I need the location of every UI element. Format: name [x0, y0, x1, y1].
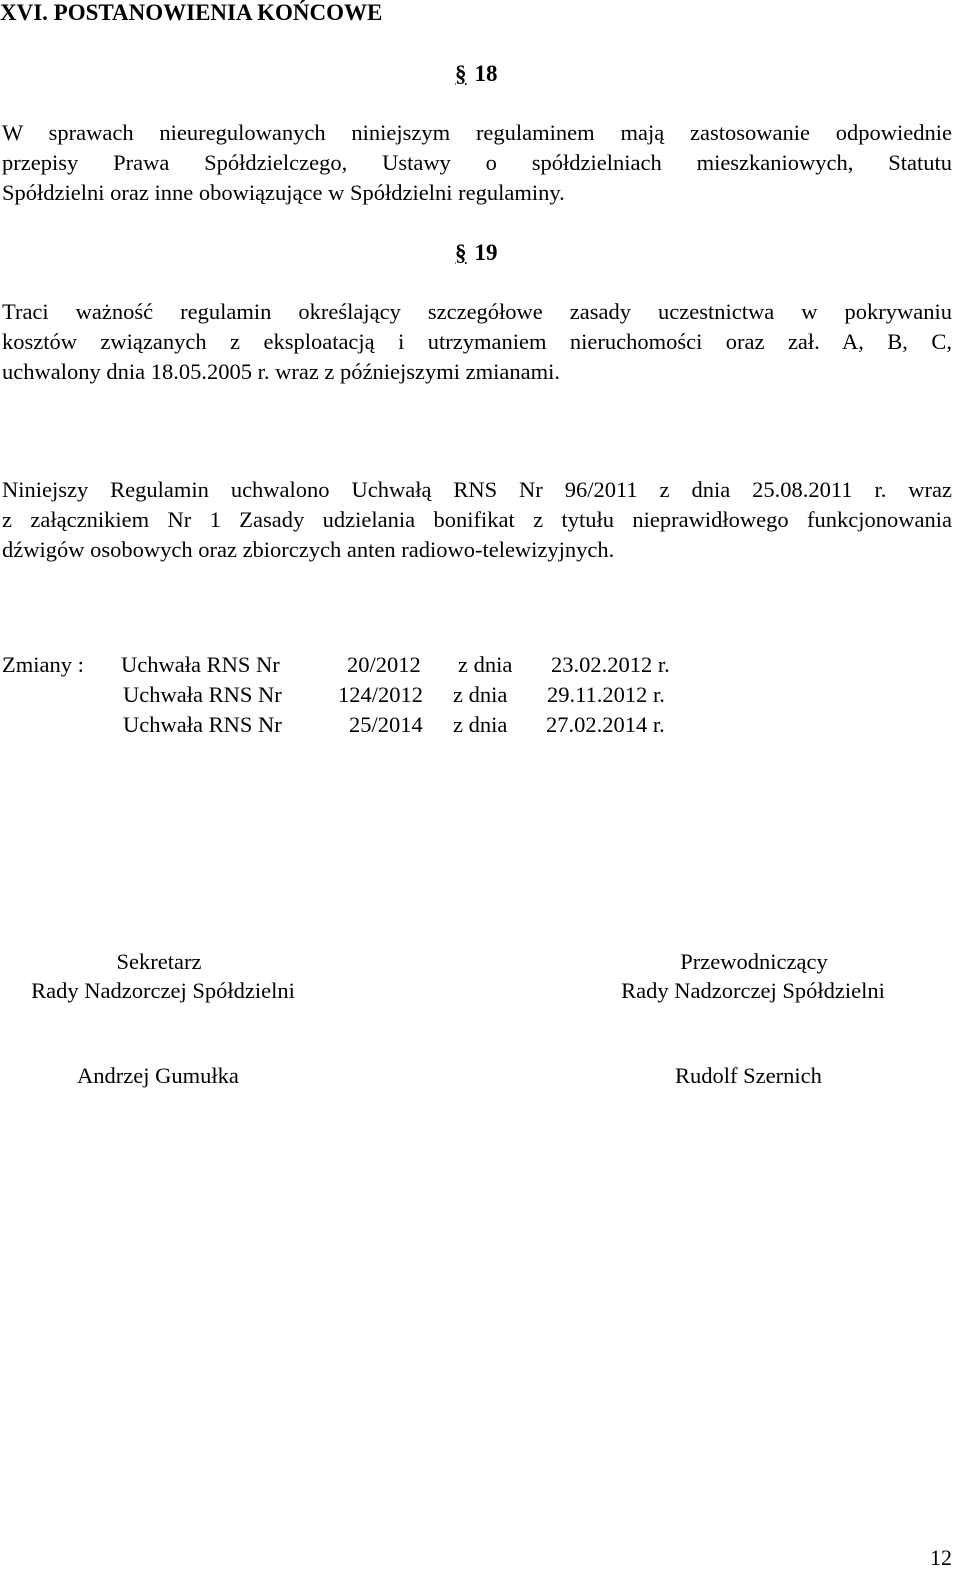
signature-right-body: Rady Nadzorczej Spółdzielni	[621, 978, 885, 1003]
paragraph-line: Niniejszy Regulamin uchwalono Uchwałą RNS Nr 96/2011 z dnia 25.08.2011 r. wraz	[2, 477, 952, 502]
amendment-date-label: z dnia	[453, 712, 508, 737]
signature-right-title: Przewodniczący	[680, 949, 828, 974]
section-18-heading	[455, 61, 498, 87]
amendment-number: 20/2012	[347, 652, 421, 677]
amendments-label: Zmiany :	[2, 652, 84, 677]
signature-right-name: Rudolf Szernich	[675, 1063, 822, 1088]
paragraph-line: Traci ważność regulamin określający szczegółowe zasady uczestnictwa w pokrywaniu	[2, 299, 952, 324]
signature-left-body: Rady Nadzorczej Spółdzielni	[31, 978, 295, 1003]
paragraph-line: uchwalony dnia 18.05.2005 r. wraz z późniejszymi zmianami.	[2, 359, 560, 384]
paragraph-line: dźwigów osobowych oraz zbiorczych anten radiowo-telewizyjnych.	[2, 537, 615, 562]
page-number: 12	[930, 1545, 952, 1570]
paragraph-line: Spółdzielni oraz inne obowiązujące w Spółdzielni regulaminy.	[2, 180, 565, 205]
amendment-act: Uchwała RNS Nr	[123, 712, 282, 737]
section-number: 18	[474, 61, 498, 86]
section-symbol: §	[455, 61, 467, 86]
chapter-heading: XVI. POSTANOWIENIA KOŃCOWE	[0, 0, 383, 25]
paragraph-line: W sprawach nieuregulowanych niniejszym regulaminem mają zastosowanie odpowiednie	[2, 120, 952, 145]
amendment-date: 27.02.2014 r.	[546, 712, 665, 737]
amendment-row	[0, 682, 960, 712]
amendment-act: Uchwała RNS Nr	[123, 682, 282, 707]
section-19-heading	[455, 240, 498, 266]
section-19-paragraph	[2, 297, 952, 387]
amendment-act: Uchwała RNS Nr	[121, 652, 280, 677]
amendment-date: 29.11.2012 r.	[547, 682, 665, 707]
paragraph-line: przepisy Prawa Spółdzielczego, Ustawy o spółdzielniach mieszkaniowych, Statutu	[2, 150, 952, 175]
adoption-paragraph	[2, 475, 952, 565]
amendment-date-label: z dnia	[458, 652, 513, 677]
amendment-date: 23.02.2012 r.	[551, 652, 670, 677]
amendment-number: 25/2014	[349, 712, 423, 737]
amendment-date-label: z dnia	[453, 682, 508, 707]
signature-left-name: Andrzej Gumułka	[77, 1063, 239, 1088]
amendment-row	[0, 652, 960, 682]
section-number: 19	[474, 240, 498, 265]
paragraph-line: kosztów związanych z eksploatacją i utrzymaniem nieruchomości oraz zał. A, B, C,	[2, 329, 952, 354]
section-symbol: §	[455, 240, 467, 265]
signature-left-title: Sekretarz	[116, 949, 202, 974]
amendment-row	[0, 712, 960, 742]
paragraph-line: z załącznikiem Nr 1 Zasady udzielania bonifikat z tytułu nieprawidłowego funkcjonowania	[2, 507, 952, 532]
amendment-number: 124/2012	[338, 682, 424, 707]
section-18-paragraph	[2, 118, 952, 208]
